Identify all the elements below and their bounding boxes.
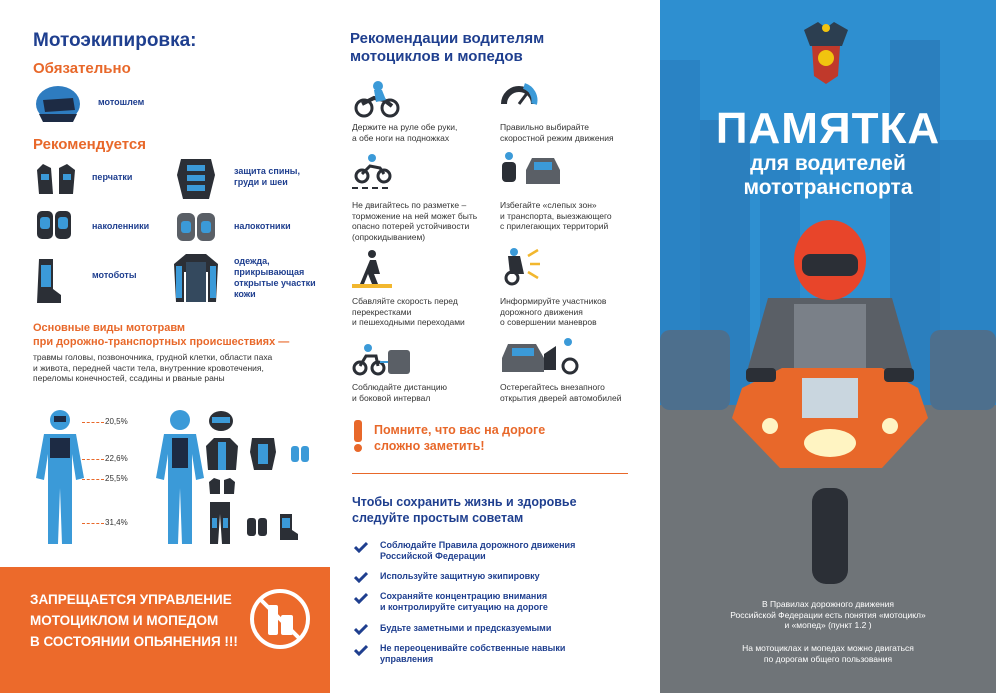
small-elbow-icon: [290, 444, 310, 464]
check-icon: [354, 623, 368, 635]
cover-subtitle: для водителей мототранспорта: [743, 152, 913, 199]
gear-panel: [0, 0, 330, 693]
recommendations-title: Рекомендации водителям мотоциклов и мопедов: [350, 30, 545, 65]
check-icon: [354, 592, 368, 604]
recommended-title: Рекомендуется: [33, 136, 146, 153]
knee-pads-icon: [33, 207, 75, 243]
helmet-label: мотошлем: [98, 97, 145, 107]
car-door-icon: [500, 334, 582, 378]
tip-marking: Не двигайтесь по разметке – торможение на ней может быть опасно потерей устойчивости (опрокидыванием): [352, 200, 478, 242]
knee-pads-label: наколенники: [92, 221, 150, 231]
gear-title: Мотоэкипировка:: [33, 30, 197, 51]
tip-blind-spots: Избегайте «слепых зон» и транспорта, выезжающего с прилегающих территорий: [500, 200, 612, 231]
back-protector-label: защита спины, груди и шеи: [234, 166, 300, 187]
percent-line: [82, 422, 104, 423]
boots-label: мотоботы: [92, 270, 137, 280]
tip-doors: Остерегайтесь внезапного открытия дверей автомобилей: [500, 382, 622, 403]
percent-waist: 25,5%: [105, 474, 128, 483]
back-protector-icon: [175, 155, 217, 201]
elbow-pads-label: налокотники: [234, 221, 291, 231]
advice-item: Сохраняйте концентрацию внимания и контролируйте ситуацию на дороге: [380, 591, 548, 612]
advice-item: Соблюдайте Правила дорожного движения Российской Федерации: [380, 540, 576, 561]
percent-line: [82, 479, 104, 480]
small-jacket-icon: [206, 436, 238, 472]
small-back-protector-icon: [248, 436, 278, 472]
percent-legs: 31,4%: [105, 518, 128, 527]
percent-chest: 22,6%: [105, 454, 128, 463]
helmet-icon: [33, 82, 83, 124]
advice-item: Не переоценивайте собственные навыки управления: [380, 643, 566, 664]
check-icon: [354, 541, 368, 553]
small-boots-icon: [278, 512, 300, 542]
check-icon: [354, 571, 368, 583]
tip-hands: Держите на руле обе руки, а обе ноги на подножках: [352, 122, 458, 143]
speedometer-icon: [500, 78, 538, 116]
drunk-driving-banner: [0, 567, 330, 693]
boots-icon: [33, 257, 63, 305]
check-icon: [354, 644, 368, 656]
rider-hands-icon: [352, 80, 400, 118]
motorcyclist-illustration: [732, 218, 928, 588]
elbow-pads-icon: [175, 205, 217, 245]
cover-panel: [660, 0, 996, 693]
pdd-note: В Правилах дорожного движения Российской Федерации есть понятия «мотоцикл» и «мопед» (пункт 1.2 ): [730, 599, 926, 630]
signal-icon: [500, 248, 540, 288]
jacket-label: одежда, прикрывающая открытые участки кожи: [234, 256, 316, 299]
injuries-text: травмы головы, позвоночника, грудной клетки, области паха и живота, передней части тела, внутренние кровотечения, переломы конечностей, ссадины и рваные раны: [33, 352, 273, 383]
gloves-icon: [33, 160, 79, 196]
pedestrian-crossing-icon: [352, 248, 392, 288]
gloves-label: перчатки: [92, 172, 133, 182]
distance-icon: [352, 342, 410, 376]
cover-title: ПАМЯТКА: [715, 104, 941, 153]
blind-spot-icon: [500, 150, 564, 190]
injuries-title: Основные виды мототравм при дорожно-транспортных происшествиях —: [33, 322, 290, 348]
required-title: Обязательно: [33, 60, 131, 77]
road-marking-icon: [352, 152, 392, 192]
small-knee-icon: [246, 516, 268, 538]
percent-line: [82, 523, 104, 524]
exclamation-icon: [352, 420, 364, 452]
jacket-icon: [172, 252, 220, 304]
percent-line: [82, 459, 104, 460]
rider-figure-back-icon: [150, 408, 210, 550]
rider-figure-front-icon: [30, 408, 90, 550]
tip-crossings: Сбавляйте скорость перед перекрестками и пешеходными переходами: [352, 296, 465, 327]
warning-text: Помните, что вас на дороге сложно заметить!: [374, 423, 546, 453]
small-gloves-icon: [208, 476, 236, 496]
police-emblem-icon: [800, 20, 852, 86]
small-pants-icon: [208, 500, 232, 546]
tip-distance: Соблюдайте дистанцию и боковой интервал: [352, 382, 447, 403]
banner-text: ЗАПРЕЩАЕТСЯ УПРАВЛЕНИЕ МОТОЦИКЛОМ И МОПЕДОМ В СОСТОЯНИИ ОПЬЯНЕНИЯ !!!: [30, 592, 238, 649]
no-alcohol-icon: [248, 587, 312, 651]
tip-speed: Правильно выбирайте скоростной режим движения: [500, 122, 614, 143]
roads-note: На мотоциклах и мопедах можно двигаться по дорогам общего пользования: [742, 643, 914, 664]
advice-item: Будьте заметными и предсказуемыми: [380, 623, 552, 633]
percent-head: 20,5%: [105, 417, 128, 426]
small-helmet-icon: [206, 408, 236, 432]
divider: [352, 473, 628, 474]
tip-signal: Информируйте участников дорожного движения о совершении маневров: [500, 296, 607, 327]
recommendations-panel: [330, 0, 660, 693]
advice-title: Чтобы сохранить жизнь и здоровье следуйте простым советам: [352, 495, 577, 525]
advice-item: Используйте защитную экипировку: [380, 571, 540, 581]
